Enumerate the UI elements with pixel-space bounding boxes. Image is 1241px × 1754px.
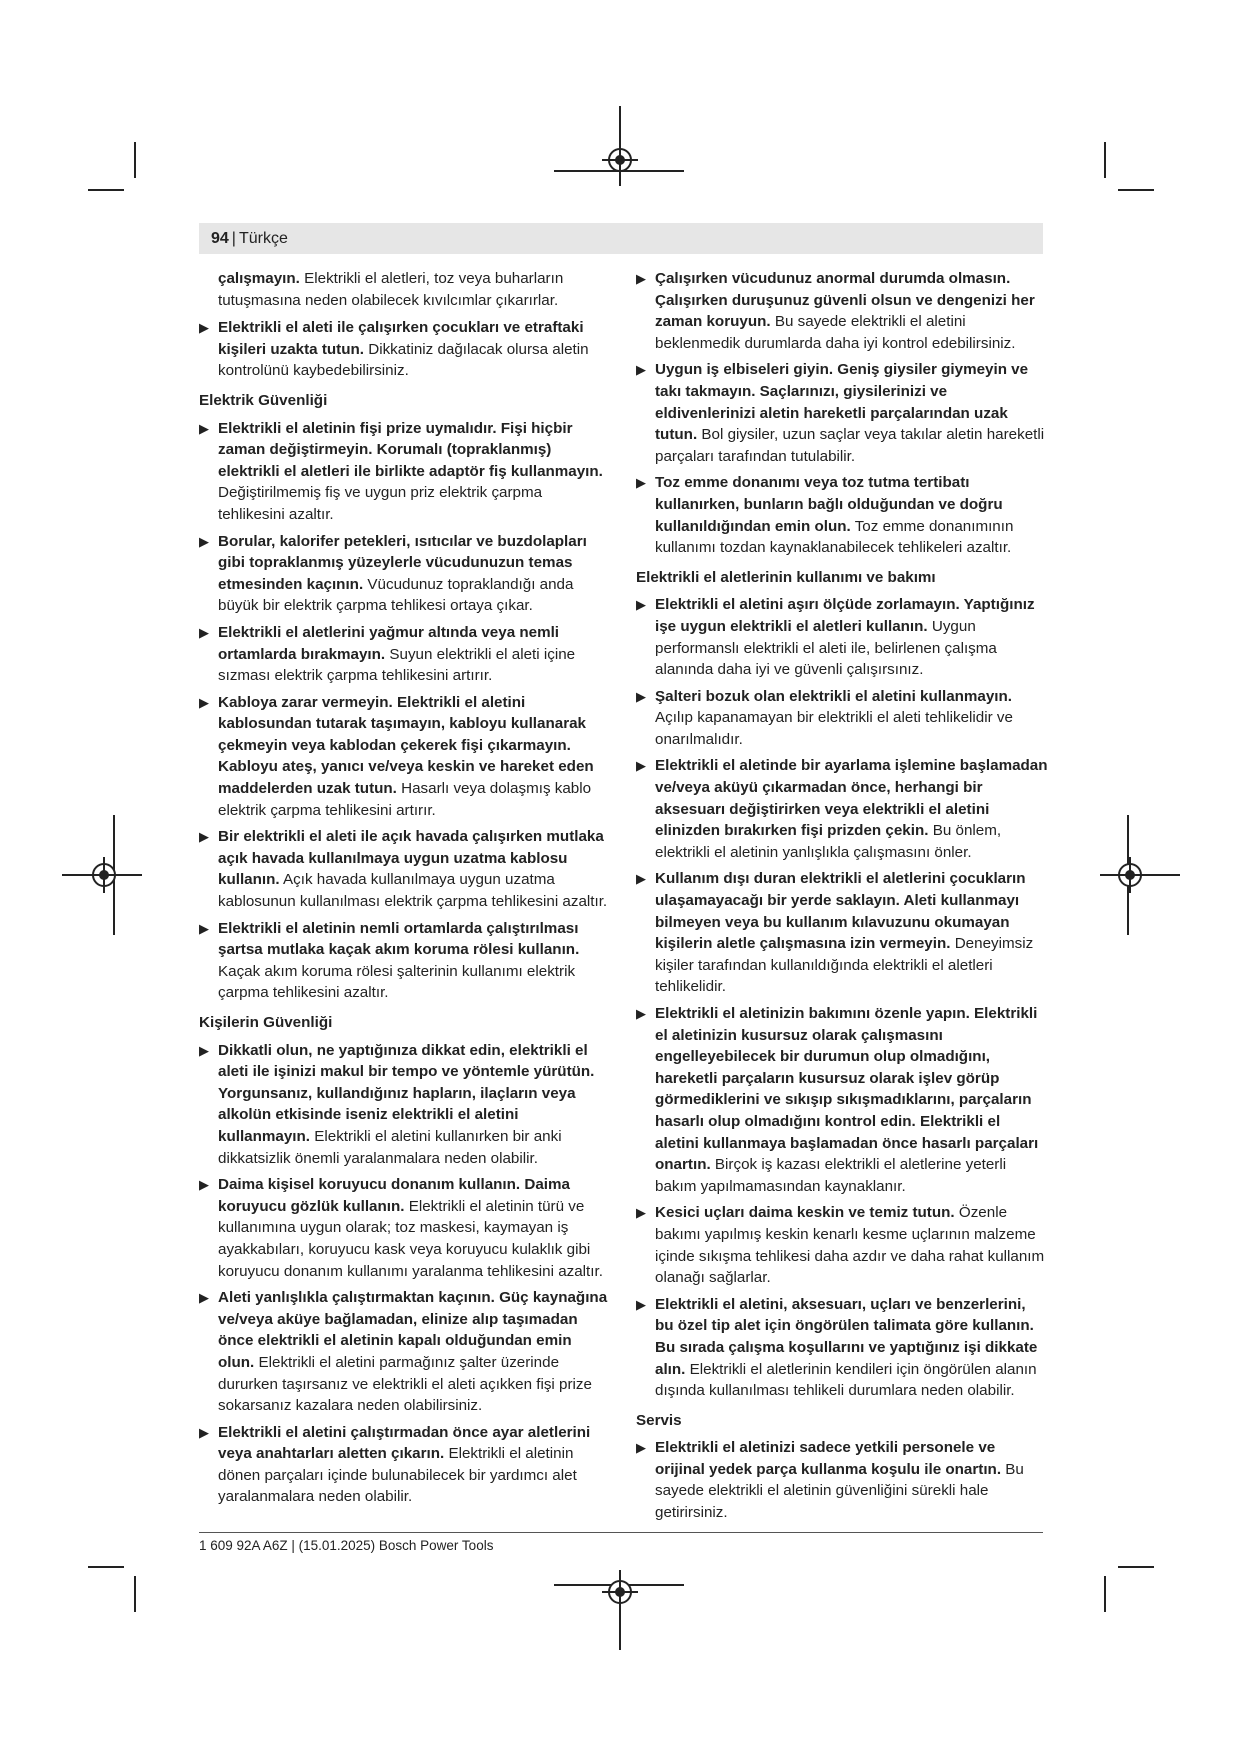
item-text: Elektrikli el aletinin dönen parçaları içinde bulunabilecek bir yardımcı alet yaralanmalara neden olabilir. — [218, 1445, 577, 1506]
item-bold-text: Aleti yanlışlıkla çalıştırmaktan kaçının. Güç kaynağına ve/veya aküye bağlamadan, elinize alıp taşımadan önce elektrikli el aletinin kapalı olduğundan emin olun. — [218, 1289, 608, 1371]
triangle-right-icon: ▶ — [636, 475, 646, 491]
item-text: Elektrikli el aletini parmağınız şalter üzerinde dururken taşırsanız ve elektrikli el aleti açıkken fişi prize sokarsanız kazalara neden olabilirsiniz. — [218, 1353, 592, 1415]
item-bold-text: Kesici uçları daima keskin ve temiz tutun. — [655, 1204, 955, 1222]
triangle-right-icon: ▶ — [199, 533, 209, 549]
registration-mark-icon — [608, 148, 632, 172]
triangle-right-icon: ▶ — [199, 1042, 209, 1058]
item-text: Elektrikli el aletinin türü ve kullanımına uygun olarak; toz maskesi, kaymayan iş ayakkabıları, koruyucu kask veya koruyucu kulaklık gibi koruyucu donanım kullanımı yaralanma tehlikesini azaltır. — [218, 1197, 603, 1280]
item-text: Bol giysiler, uzun saçlar veya takılar aletin hareketli parçaları tarafından tutulabilir. — [655, 426, 1045, 465]
list-item — [199, 1174, 611, 1282]
triangle-right-icon: ▶ — [636, 1006, 646, 1021]
footer-rule — [199, 1532, 1043, 1533]
item-bold-text: Elektrikli el aletini, aksesuarı, uçları ve benzerlerini, bu özel tip alet için öngörülen talimata göre kullanın. Bu sırada çalışma koşullarını ve yaptığınız işi dikkate alın. — [655, 1295, 1038, 1378]
list-item — [199, 918, 611, 1004]
registration-mark-icon — [92, 863, 116, 887]
item-text: Bu önlem, elektrikli el aletinin yanlışlıkla çalışmasını önler. — [655, 822, 1002, 861]
item-bold-text: Çalışırken vücudunuz anormal durumda olmasın. Çalışırken duruşunuz güvenli olsun ve dengenizi her zaman koruyun. — [655, 270, 1035, 331]
item-bold-text: Kullanım dışı duran elektrikli el aletlerini çocukların ulaşamayacağı bir yerde saklayın. Aleti kullanmayı bilmeyen veya bu kullanım kılavuzunu okumayan kişilerin aletle çalışmasına izin vermeyin. — [655, 870, 1026, 953]
page-number: 94 — [211, 229, 229, 247]
triangle-right-icon: ▶ — [199, 624, 209, 640]
list-item — [636, 868, 1048, 998]
triangle-right-icon: ▶ — [199, 320, 209, 336]
triangle-right-icon: ▶ — [199, 829, 209, 845]
list-item — [636, 268, 1048, 354]
triangle-right-icon: ▶ — [636, 871, 646, 887]
crop-mark — [1104, 142, 1106, 178]
triangle-right-icon: ▶ — [636, 271, 646, 286]
list-item — [636, 1003, 1048, 1197]
item-bold-text: Daima kişisel koruyucu donanım kullanın. Daima koruyucu gözlük kullanın. — [218, 1176, 570, 1215]
triangle-right-icon: ▶ — [636, 1440, 646, 1456]
item-bold-text: Elektrikli el aletinin nemli ortamlarda çalıştırılması şartsa mutlaka kaçak akım koruma rölesi kullanın. — [218, 919, 580, 959]
item-text: Hasarlı veya dolaşmış kablo elektrik çarpma tehlikesini artırır. — [218, 780, 592, 819]
crop-mark — [1118, 1566, 1154, 1568]
item-bold-text: Elektrikli el aletini aşırı ölçüde zorlamayın. Yaptığınız işe uygun elektrikli el aletleri kullanın. — [655, 596, 1035, 635]
item-text: Bu sayede elektrikli el aletini beklenmedik durumlarda daha iyi kontrol edebilirsiniz. — [655, 313, 1016, 352]
list-item — [636, 755, 1048, 863]
triangle-right-icon: ▶ — [199, 420, 209, 436]
header-language: Türkçe — [238, 229, 288, 247]
right-intro-items — [636, 268, 1048, 559]
left-sections — [199, 390, 611, 1508]
triangle-right-icon: ▶ — [636, 1296, 646, 1312]
page-header — [199, 223, 1043, 254]
item-bold-text: Elektrikli el aletinizin bakımını özenle yapın. Elektrikli el aletinizin kusursuz olarak çalışmasını engelleyebilecek bir durumun olup olmadığını, hareketli parçaların kusursuz olarak işlev görüp görmediklerini ve sıkışıp sıkışmadıklarını, parçaların hasarlı olup olmadığını kontrol edin. Elektrikli el aletini kullanmaya başlamadan önce hasarlı parçaları onartın. — [655, 1005, 1039, 1174]
triangle-right-icon: ▶ — [199, 1424, 209, 1440]
crop-mark — [1104, 1576, 1106, 1612]
item-bold-text: Şalteri bozuk olan elektrikli el aletini kullanmayın. — [655, 687, 1013, 705]
item-text: Bu sayede elektrikli el aletinin güvenliğini sürekli hale getirirsiniz. — [655, 1460, 1024, 1522]
list-item — [199, 692, 611, 822]
item-text: Vücudunuz topraklandığı anda büyük bir elektrik çarpma tehlikesi ortaya çıkar. — [218, 575, 574, 615]
item-bold-text: Elektrikli el aletlerini yağmur altında veya nemli ortamlarda bırakmayın. — [218, 623, 560, 663]
item-bold-text: Uygun iş elbiseleri giyin. Geniş giysiler giymeyin ve takı takmayın. Saçlarınızı, giysilerinizi ve eldivenlerinizi aletin hareketli parçalarından uzak tutun. — [655, 361, 1029, 444]
crop-mark — [134, 142, 136, 178]
list-item — [636, 1202, 1048, 1288]
item-text: Birçok iş kazası elektrikli el aletlerine yeterli bakım yapılmamasından kaynaklanır. — [655, 1156, 1007, 1195]
item-bold-text: Elektrikli el aletini çalıştırmadan önce ayar aletlerini veya anahtarları aletten çıkarın. — [218, 1423, 591, 1463]
list-item — [199, 1287, 611, 1417]
triangle-right-icon: ▶ — [636, 688, 646, 704]
list-item — [636, 472, 1048, 558]
item-bold-text: Dikkatli olun, ne yaptığınıza dikkat edin, elektrikli el aleti ile işinizi makul bir tempo ve yöntemle yürütün. Yorgunsanız, kullandığınız hapların, ilaçların veya alkolün etkisinde iseniz elektrikli el aletini kullanmayın. — [218, 1041, 595, 1145]
item-text: Elektrikli el aletini kullanırken bir anki dikkatsizlik önemli yaralanmalara neden olabilir. — [218, 1127, 562, 1167]
section-heading: Elektrik Güvenliği — [199, 391, 328, 409]
item-bold-text: Elektrikli el aleti ile çalışırken çocukları ve etraftaki kişileri uzakta tutun. — [218, 319, 584, 358]
section-heading: Servis — [636, 1411, 682, 1429]
item-text: Suyun elektrikli el aleti içine sızması elektrik çarpma tehlikesini artırır. — [218, 645, 576, 685]
triangle-right-icon: ▶ — [636, 758, 646, 774]
crop-mark — [88, 189, 124, 191]
registration-mark-icon — [1118, 863, 1142, 887]
item-text: Deneyimsiz kişiler tarafından kullanıldığında elektrikli el aletleri tehlikelidir. — [655, 935, 1034, 996]
right-column — [636, 268, 1048, 1529]
list-item — [199, 622, 611, 687]
list-item — [636, 686, 1048, 751]
list-item — [636, 1294, 1048, 1402]
section-heading: Elektrikli el aletlerinin kullanımı ve bakımı — [636, 568, 936, 586]
list-item — [199, 531, 611, 617]
item-bold-text: Bir elektrikli el aleti ile açık havada çalışırken mutlaka açık havada kullanılmaya uygun uzatma kablosu kullanın. — [218, 828, 604, 889]
item-text: Elektrikli el aletlerinin kendileri için öngörülen alanın dışında kullanılması tehlikeli durumlara neden olabilir. — [655, 1360, 1037, 1400]
item-text: Değiştirilmemiş fiş ve uygun priz elektrik çarpma tehlikesini azaltır. — [218, 484, 543, 523]
item-bold-text: Kabloya zarar vermeyin. Elektrikli el aletini kablosundan tutarak taşımayın, kabloyu kullanarak çekmeyin veya kablodan çekerek fişi çıkarmayın. Kabloyu ateş, yanıcı ve/veya keskin ve hareket eden maddelerden uzak tutun. — [218, 693, 594, 798]
triangle-right-icon: ▶ — [636, 597, 646, 613]
item-bold-text: Toz emme donanımı veya toz tutma tertibatı kullanırken, bunların bağlı olduğundan ve doğru kullanıldığından emin olun. — [655, 474, 1003, 535]
intro-bold: çalışmayın. — [218, 270, 300, 287]
left-intro-items — [199, 317, 611, 382]
list-item — [199, 826, 611, 912]
list-item — [199, 418, 611, 526]
item-text: Özenle bakımı yapılmış keskin kenarlı kesme uçlarının malzeme içinde sıkışma tehlikesi daha azdır ve daha rahat kullanım olanağı sağlarlar. — [655, 1204, 1045, 1287]
header-separator: | — [231, 229, 236, 247]
list-item — [636, 594, 1048, 680]
footer-text: 1 609 92A A6Z | (15.01.2025) Bosch Power Tools — [199, 1538, 494, 1553]
list-item — [636, 359, 1048, 467]
list-item — [199, 1422, 611, 1508]
triangle-right-icon: ▶ — [199, 694, 209, 710]
intro-text: Elektrikli el aletleri, toz veya buharların tutuşmasına neden olabilecek kıvılcımlar çıkarırlar. — [218, 270, 564, 309]
item-text: Açık havada kullanılmaya uygun uzatma kablosunun kullanılması elektrik çarpma tehlikesini azaltır. — [218, 871, 608, 911]
item-text: Dikkatiniz dağılacak olursa aletin kontrolünü kaybedebilirsiniz. — [218, 340, 589, 380]
section-heading: Kişilerin Güvenliği — [199, 1014, 333, 1031]
item-text: Uygun performanslı elektrikli el aleti ile, belirlenen çalışma alanında daha iyi ve güvenli çalışırsınız. — [655, 617, 997, 679]
intro-paragraph — [199, 268, 611, 311]
triangle-right-icon: ▶ — [636, 362, 646, 378]
crop-mark — [1118, 189, 1154, 191]
registration-mark-icon — [608, 1580, 632, 1604]
item-text: Kaçak akım koruma rölesi şalterinin kullanımı elektrik çarpma tehlikesini azaltır. — [218, 962, 576, 1002]
item-bold-text: Elektrikli el aletinizi sadece yetkili personele ve orijinal yedek parça kullanma koşulu ile onartın. — [655, 1439, 1002, 1478]
list-item — [199, 1040, 611, 1170]
right-sections — [636, 567, 1048, 1524]
triangle-right-icon: ▶ — [636, 1205, 646, 1221]
crop-mark — [134, 1576, 136, 1612]
triangle-right-icon: ▶ — [199, 1177, 209, 1193]
item-text: Toz emme donanımının kullanımı tozdan kaynaklanabilecek tehlikeleri azaltır. — [655, 517, 1014, 557]
list-item — [636, 1437, 1048, 1523]
list-item — [199, 317, 611, 382]
triangle-right-icon: ▶ — [199, 1290, 209, 1306]
left-column — [199, 268, 611, 1513]
triangle-right-icon: ▶ — [199, 920, 209, 936]
item-bold-text: Borular, kalorifer petekleri, ısıtıcılar ve buzdolapları gibi topraklanmış yüzeylerle vücudunuzun temas etmesinden kaçının. — [218, 532, 587, 593]
item-bold-text: Elektrikli el aletinde bir ayarlama işlemine başlamadan ve/veya aküyü çıkarmadan önce, herhangi bir aksesuarı değiştirirken veya elektrikli el aletini elinizden bırakırken fişi prizden çekin. — [655, 757, 1048, 840]
item-bold-text: Elektrikli el aletinin fişi prize uymalıdır. Fişi hiçbir zaman değiştirmeyin. Korumalı (topraklanmış) elektrikli el aletleri ile birlikte adaptör fiş kullanmayın. — [218, 419, 603, 480]
crop-mark — [88, 1566, 124, 1568]
item-text: Açılıp kapanamayan bir elektrikli el aleti tehlikelidir ve onarılmalıdır. — [655, 709, 1013, 748]
